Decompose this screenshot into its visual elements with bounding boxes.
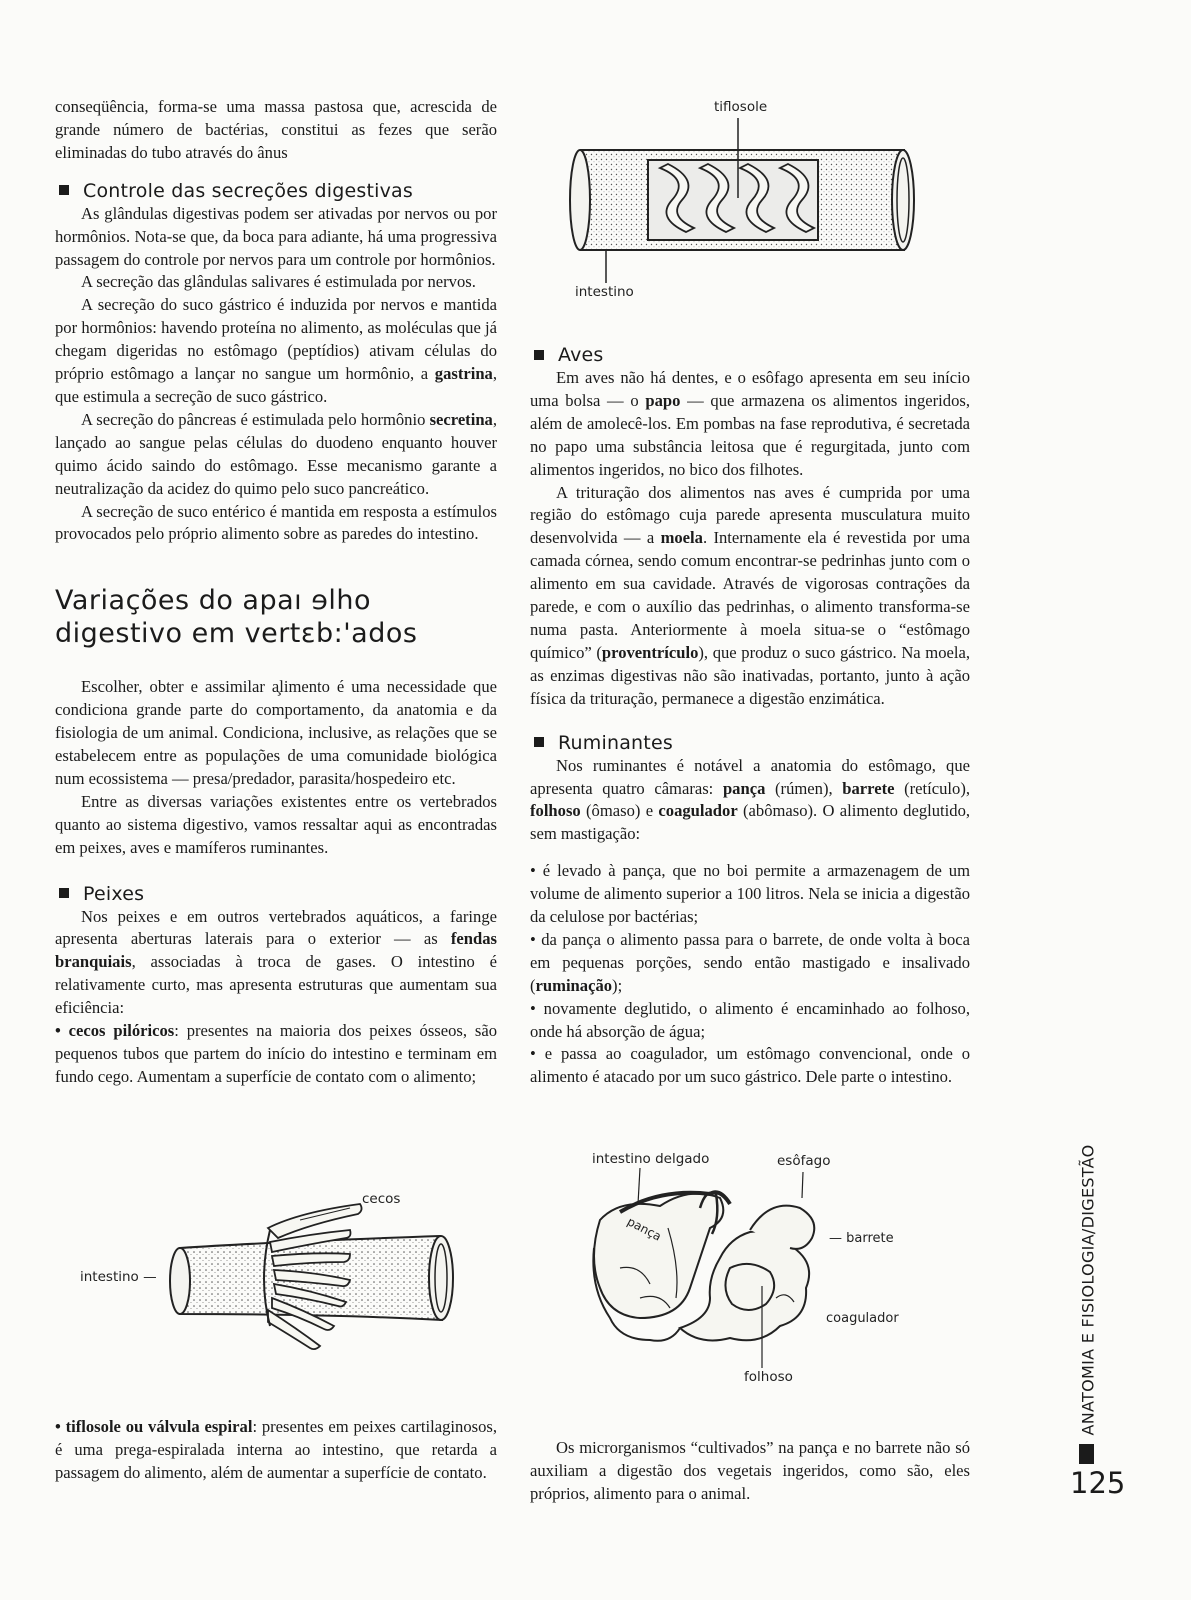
closing-block xyxy=(530,1437,970,1506)
cecos-illustration xyxy=(150,1190,480,1360)
aves-p1: Em aves não há dentes, e o esôfago apresenta em seu início uma bolsa — o papo — que armazena os alimentos ingeridos, além de amolecê-los. Em pombas na fase reprodutiva, é secretada no papo uma substância leitosa que é regurgitada, junto com alimentos ingeridos, no bico dos filhotes. xyxy=(530,368,970,479)
square-bullet-icon xyxy=(534,737,544,747)
sidebar-marker xyxy=(1079,1444,1094,1464)
square-bullet-icon xyxy=(534,350,544,360)
controle-p3: A secreção do suco gástrico é induzida por nervos e mantida por hormônios: havendo proteína no alimento, as moléculas que já chegam digeridas no estômago (peptídios) ativam células do próprio estômago a lançar no sangue um hormônio, a gastrina, que estimula a secreção de suco gástrico. xyxy=(55,295,497,406)
barrete-label: — barrete xyxy=(829,1231,894,1246)
ruminantes-bullet-3: • novamente deglutido, o alimento é encaminhado ao folhoso, onde há absorção de água; xyxy=(530,998,970,1041)
ruminantes-bullet-1: • é levado à pança, que no boi permite a armazenagem de um volume de alimento superior a 100 litros. Nela se inicia a digestão da celulose por bactérias; xyxy=(530,861,970,927)
controle-p4: A secreção do pâncreas é estimulada pelo hormônio secretina, lançado ao sangue pelas células do duodeno enquanto houver quimo ácido saindo do estômago. Esse mecanismo garante a neutralização da acidez do quimo pelo suco pancreático. xyxy=(55,409,497,498)
tiflosole-illustration xyxy=(560,118,930,288)
controle-p2: A secreção das glândulas salivares é estimulada por nervos. xyxy=(81,272,476,292)
ruminantes-bullet-2: • da pança o alimento passa para o barrete, de onde volta à boca em pequenas porções, sendo então mastigado e insalivado (ruminação); xyxy=(530,929,970,995)
intestino-label-tiflosole: intestino xyxy=(575,284,634,300)
left-bottom-block xyxy=(55,1416,497,1485)
ruminant-stomach-illustration xyxy=(580,1168,840,1368)
aves-p2: A trituração dos alimentos nas aves é cumprida por uma região do estômago cuja parede apresenta musculatura muito desenvolvida — a moela. Internamente ela é revestida por uma camada córnea, sendo comum encontrar-se pedrinhas junto com o alimento em sua cavidade. Através de vigorosas contrações da parede, e com o auxílio das pedrinhas, o alimento transforma-se numa pasta. Anteriormente à moela situa-se o “estômago químico” (proventrículo), que produz o suco gástrico. Na moela, as enzimas digestivas não são inativadas, portanto, junto à ação física da trituração, permanece a digestão enzimática. xyxy=(530,482,971,708)
panca-label: pança xyxy=(624,1214,664,1244)
closing-paragraph: Os microrganismos “cultivados” na pança e no barrete não só auxiliam a digestão dos vegetais ingeridos, como são, eles próprios, alimento para o animal. xyxy=(530,1438,970,1503)
variacoes-p1: Escolher, obter e assimilar a̧limento é uma necessidade que condiciona grande parte do comportamento, da anatomia e da fisiologia de um animal. Condiciona, inclusive, as relações que se estabelecem entre as populações de uma comunidade biológica num ecossistema — presa/predador, parasita/hospedeiro etc. xyxy=(55,677,497,788)
tiflosole-label: tiflosole xyxy=(714,99,768,115)
peixes-p1: Nos peixes e em outros vertebrados aquáticos, a faringe apresenta aberturas laterais para o exterior — as fendas branquiais, associadas à troca de gases. O intestino é relativamente curto, mas apresenta estruturas que aumentam sua eficiência: xyxy=(55,906,497,1018)
square-bullet-icon xyxy=(59,185,69,195)
peixes-heading: Peixes xyxy=(55,882,497,906)
controle-p5: A secreção de suco entérico é mantida em resposta a estímulos provocados pelo próprio alimento sobre as paredes do intestino. xyxy=(55,501,497,544)
left-column xyxy=(55,96,497,1089)
right-column xyxy=(530,343,970,1089)
ruminantes-bullet-4: • e passa ao coagulador, um estômago convencional, onde o alimento é atacado por um suco gástrico. Dele parte o intestino. xyxy=(530,1044,970,1087)
square-bullet-icon xyxy=(59,888,69,898)
controle-p1: As glândulas digestivas podem ser ativadas por nervos ou por hormônios. Nota-se que, da boca para adiante, há uma progressiva passagem do controle por nervos para um controle por hormônios. xyxy=(55,203,497,269)
variacoes-heading: Variações do apaı ɘlho digestivo em vertɛb:'ados xyxy=(55,585,418,650)
controle-heading: Controle das secreções digestivas xyxy=(55,179,497,203)
spacer xyxy=(530,846,970,860)
ruminantes-heading: Ruminantes xyxy=(530,731,970,755)
cecos-label: cecos xyxy=(362,1191,401,1207)
ruminantes-p1: Nos ruminantes é notável a anatomia do estômago, que apresenta quatro câmaras: pança (rúmen), barrete (retículo), folhoso (ômaso) e coagulador (abômaso). O alimento deglutido, sem mastigação: xyxy=(530,755,971,844)
coagulador-label: coagulador xyxy=(826,1311,899,1326)
bullet-tiflosole: • tiflosole ou válvula espiral: presentes em peixes cartilaginosos, é uma prega-espiralada interna ao intestino, que retarda a passagem do alimento, além de aumentar a superfície de contato. xyxy=(55,1417,497,1482)
section-sidebar: ANATOMIA E FISIOLOGIA/DIGESTÃO xyxy=(1078,1144,1098,1436)
intestino-label-cecos: intestino — xyxy=(80,1269,157,1285)
variacoes-p2: Entre as diversas variações existentes entre os vertebrados quanto ao sistema digestivo, vamos ressaltar aqui as encontradas em peixes, aves e mamíferos ruminantes. xyxy=(55,791,497,857)
intro-paragraph: conseqüência, forma-se uma massa pastosa que, acrescida de grande número de bactérias, constitui as fezes que serão eliminadas do tubo através do ânus xyxy=(55,97,497,162)
esofago-label: esôfago xyxy=(777,1153,831,1169)
bullet-cecos: • cecos pilóricos: presentes na maioria dos peixes ósseos, são pequenos tubos que partem do início do intestino e terminam em fundo cego. Aumentam a superfície de contato com o alimento; xyxy=(55,1021,497,1086)
intestino-delgado-label: intestino delgado xyxy=(592,1151,710,1167)
aves-heading: Aves xyxy=(530,343,970,367)
folhoso-label: folhoso xyxy=(744,1369,793,1385)
page-number: 125 xyxy=(1070,1466,1126,1500)
